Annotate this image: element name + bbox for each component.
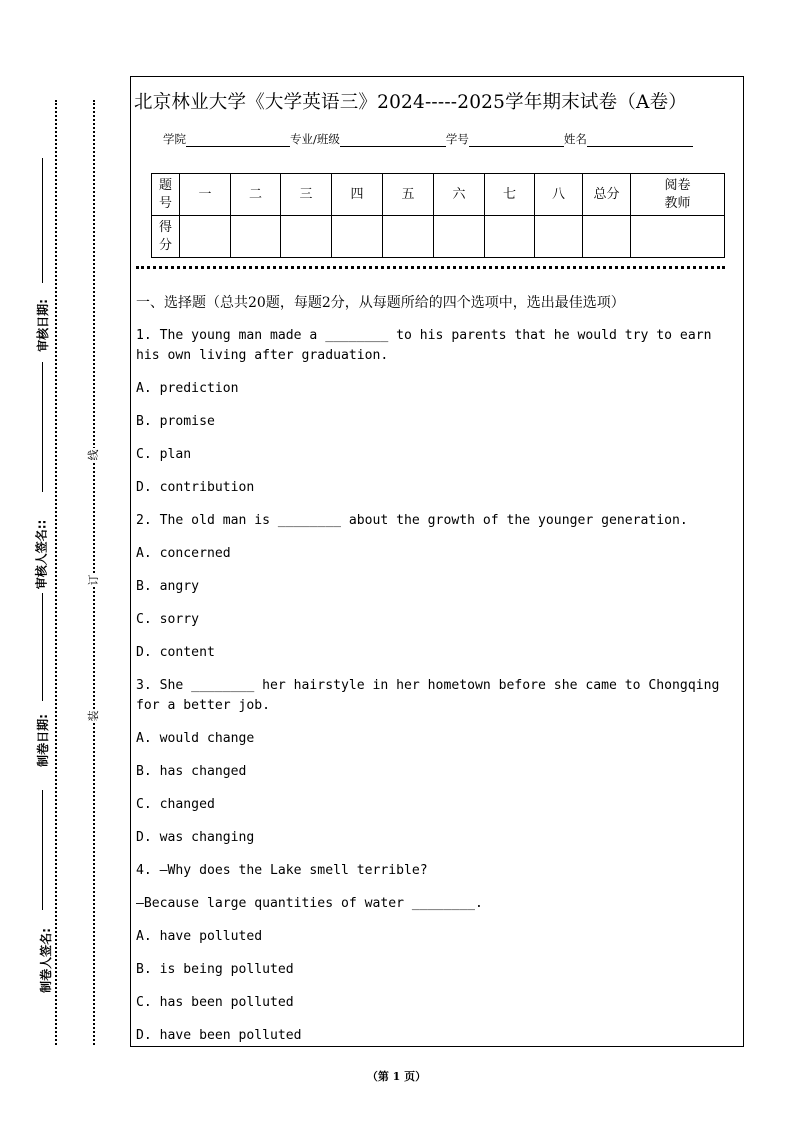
question-4-stem-answer: —Because large quantities of water ________. (136, 896, 483, 911)
reviewer-signature-label: 审核人签名:: (34, 519, 49, 590)
score-cell-1[interactable] (180, 216, 231, 258)
score-cell-grader[interactable] (631, 216, 725, 258)
score-cell-8[interactable] (535, 216, 583, 258)
binding-char-ding: 订 (87, 574, 100, 586)
score-cell-total[interactable] (583, 216, 631, 258)
question-2-option-d[interactable]: D. content (136, 645, 215, 660)
col-header-8: 八 (535, 174, 583, 216)
major-class-label: 专业/班级 (290, 132, 340, 146)
score-table-score-row (152, 216, 725, 258)
col-header-6: 六 (434, 174, 485, 216)
question-4-option-a[interactable]: A. have polluted (136, 929, 263, 944)
col-header-5: 五 (383, 174, 434, 216)
col-header-2: 二 (231, 174, 281, 216)
col-header-total: 总分 (583, 174, 631, 216)
review-date-label: 审核日期: (35, 299, 50, 352)
student-info-row (163, 131, 693, 147)
score-row-header: 得 分 (152, 216, 180, 258)
student-id-blank[interactable] (469, 133, 564, 147)
col-header-grader: 阅卷 教师 (631, 174, 725, 216)
score-cell-2[interactable] (231, 216, 281, 258)
reviewer-signature-blank (42, 362, 43, 492)
score-table (151, 173, 725, 258)
col-header-4: 四 (332, 174, 383, 216)
question-2-option-a[interactable]: A. concerned (136, 546, 231, 561)
name-label: 姓名 (563, 132, 587, 146)
binding-char-xian: 线 (87, 449, 100, 461)
page-number: （第 1 页） (366, 1070, 427, 1083)
question-2-stem: 2. The old man is ________ about the growth of the younger generation. (136, 513, 688, 528)
col-header-1: 一 (180, 174, 231, 216)
section-heading: 一、选择题（总共20题，每题2分，从每题所给的四个选项中，选出最佳选项） (136, 295, 625, 311)
page-title: 北京林业大学《大学英语三》2024-----2025学年期末试卷（A卷） (134, 92, 687, 113)
exam-date-blank (42, 593, 43, 701)
score-cell-6[interactable] (434, 216, 485, 258)
question-1-option-a[interactable]: A. prediction (136, 381, 239, 396)
question-3-option-b[interactable]: B. has changed (136, 764, 247, 779)
question-4-option-d[interactable]: D. have been polluted (136, 1028, 302, 1043)
question-4-option-b[interactable]: B. is being polluted (136, 962, 294, 977)
question-1-stem: 1. The young man made a ________ to his parents that he would try to earn his own living after graduation. (136, 328, 712, 363)
question-number-header: 题 号 (152, 174, 180, 216)
college-label: 学院 (163, 132, 186, 146)
question-4-stem: 4. —Why does the Lake smell terrible? (136, 863, 428, 878)
examiner-signature-blank (42, 790, 43, 910)
college-blank[interactable] (186, 133, 290, 147)
score-cell-7[interactable] (485, 216, 535, 258)
score-cell-5[interactable] (383, 216, 434, 258)
examiner-signature-label: 制卷人签名: (38, 928, 53, 993)
col-header-3: 三 (281, 174, 332, 216)
score-cell-3[interactable] (281, 216, 332, 258)
question-1-option-b[interactable]: B. promise (136, 414, 215, 429)
student-id-label: 学号 (445, 132, 469, 146)
question-3-option-c[interactable]: C. changed (136, 797, 215, 812)
col-header-7: 七 (485, 174, 535, 216)
question-list (136, 326, 742, 1059)
exam-date-label: 制卷日期: (35, 714, 50, 767)
question-3-option-d[interactable]: D. was changing (136, 830, 255, 845)
score-cell-4[interactable] (332, 216, 383, 258)
score-table-header-row (152, 174, 725, 216)
name-blank[interactable] (587, 133, 693, 147)
question-1-option-d[interactable]: D. contribution (136, 480, 255, 495)
binding-dotted-line-outer (55, 100, 57, 1045)
binding-char-zhuang: 装 (87, 710, 100, 722)
question-1-option-c[interactable]: C. plan (136, 447, 192, 462)
question-2-option-c[interactable]: C. sorry (136, 612, 200, 627)
major-class-blank[interactable] (340, 133, 446, 147)
review-date-blank (42, 158, 43, 283)
section-divider (136, 266, 725, 269)
question-2-option-b[interactable]: B. angry (136, 579, 200, 594)
question-4-option-c[interactable]: C. has been polluted (136, 995, 294, 1010)
question-3-stem: 3. She ________ her hairstyle in her hometown before she came to Chongqing for a better job. (136, 678, 720, 713)
question-3-option-a[interactable]: A. would change (136, 731, 255, 746)
